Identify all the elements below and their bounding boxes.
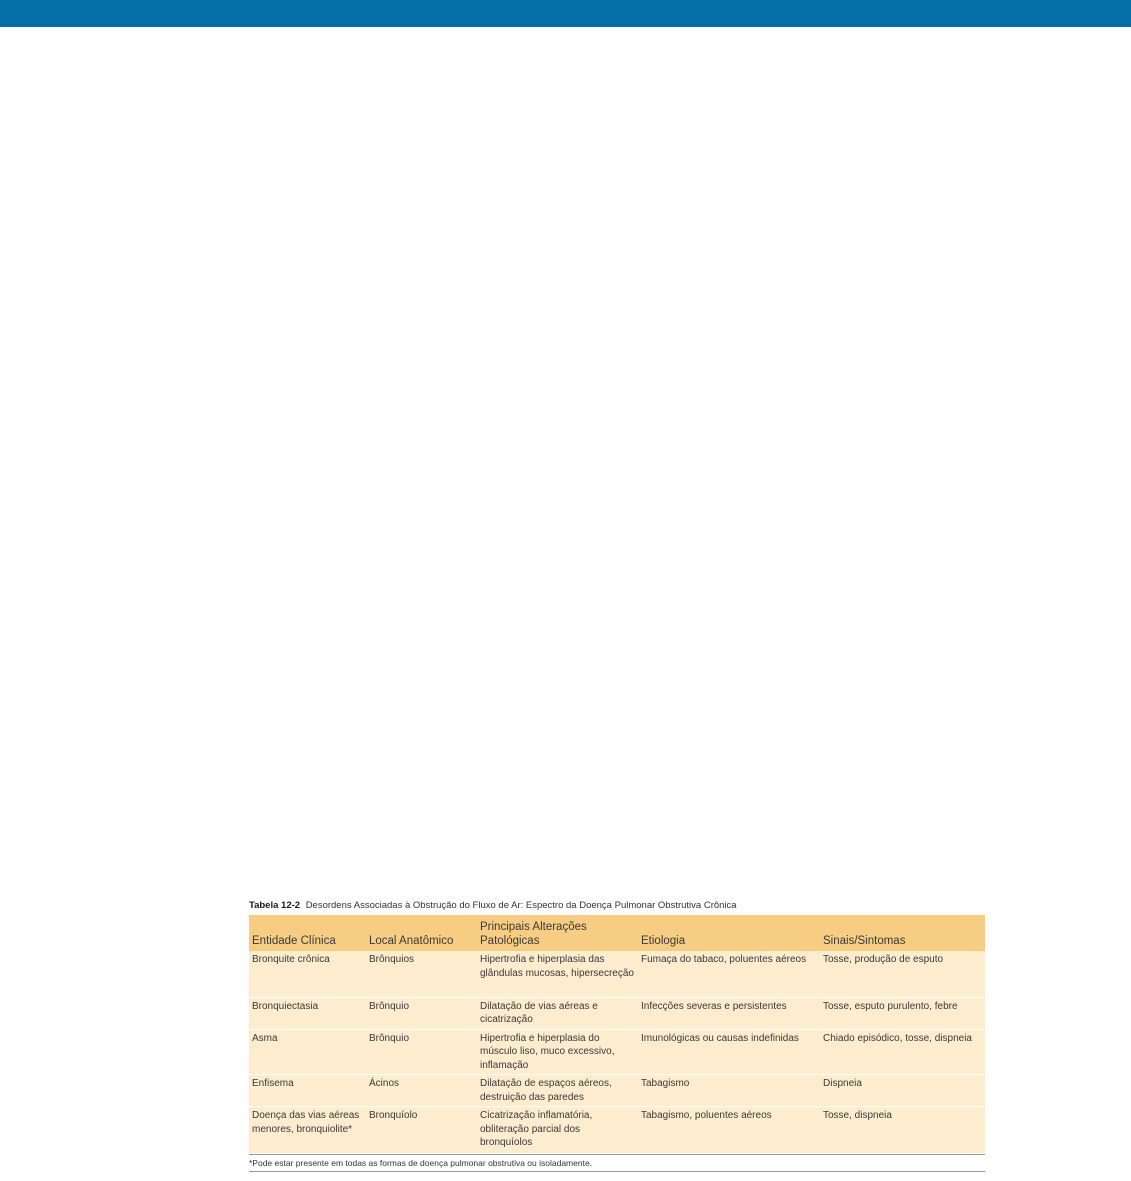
cell-sinais: Tosse, dispneia xyxy=(823,1110,892,1121)
header-local-anatomico: Local Anatômico xyxy=(369,935,454,947)
cell-local: Brônquios xyxy=(366,951,477,997)
cell-entidade: Enfisema xyxy=(249,1075,366,1107)
table-caption xyxy=(249,899,985,915)
cell-etiologia: Tabagismo xyxy=(638,1075,820,1107)
table-row xyxy=(249,951,985,997)
cell-local: Ácinos xyxy=(366,1075,477,1107)
cell-local: Brônquio xyxy=(366,1029,477,1075)
cell-etiologia: Tabagismo, poluentes aéreos xyxy=(641,1110,772,1121)
cell-entidade: Bronquiectasia xyxy=(249,997,366,1029)
header-sinais-sintomas: Sinais/Sintomas xyxy=(823,935,906,947)
table-row xyxy=(249,997,985,1029)
cell-etiologia: Fumaça do tabaco, poluentes aéreos xyxy=(638,951,820,997)
header-entidade-clinica: Entidade Clínica xyxy=(252,935,336,947)
cell-alteracoes: Cicatrização inflamatória, obliteração parcial dos bronquíolos xyxy=(480,1110,593,1148)
table-caption-label: Tabela 12-2 xyxy=(249,900,301,911)
top-bar xyxy=(0,0,1131,27)
table-row xyxy=(249,1075,985,1107)
cell-sinais: Tosse, esputo purulento, febre xyxy=(820,997,985,1029)
cell-alteracoes: Hipertrofia e hiperplasia do músculo liso, muco excessivo, inflamação xyxy=(477,1029,638,1075)
table-caption-text: Desordens Associadas à Obstrução do Fluxo de Ar: Espectro da Doença Pulmonar Obstrutiva Crônica xyxy=(305,900,737,911)
copd-table xyxy=(249,915,985,1153)
table-footnote: *Pode estar presente em todas as formas de doença pulmonar obstrutiva ou isoladamente. xyxy=(249,1154,985,1172)
cell-etiologia: Imunológicas ou causas indefinidas xyxy=(638,1029,820,1075)
header-etiologia: Etiologia xyxy=(641,935,686,947)
table-row xyxy=(249,1029,985,1075)
table-header-row xyxy=(249,915,985,951)
cell-etiologia: Infecções severas e persistentes xyxy=(638,997,820,1029)
cell-entidade: Asma xyxy=(249,1029,366,1075)
cell-alteracoes: Dilatação de espaços aéreos, destruição das paredes xyxy=(477,1075,638,1107)
cell-sinais: Dispneia xyxy=(820,1075,985,1107)
cell-sinais: Chiado episódico, tosse, dispneia xyxy=(820,1029,985,1075)
cell-entidade: Bronquite crônica xyxy=(249,951,366,997)
cell-sinais: Tosse, produção de esputo xyxy=(820,951,985,997)
header-alteracoes-patologicas: Principais Alterações Patológicas xyxy=(480,921,587,947)
cell-local: Brônquio xyxy=(366,997,477,1029)
table-figure xyxy=(249,899,985,1172)
cell-alteracoes: Dilatação de vias aéreas e cicatrização xyxy=(477,997,638,1029)
table-row xyxy=(249,1107,985,1153)
cell-alteracoes: Hipertrofia e hiperplasia das glândulas mucosas, hipersecreção xyxy=(477,951,638,997)
cell-entidade: Doença das vias aéreas menores, bronquiolite* xyxy=(252,1110,360,1135)
cell-local: Bronquíolo xyxy=(369,1110,418,1121)
